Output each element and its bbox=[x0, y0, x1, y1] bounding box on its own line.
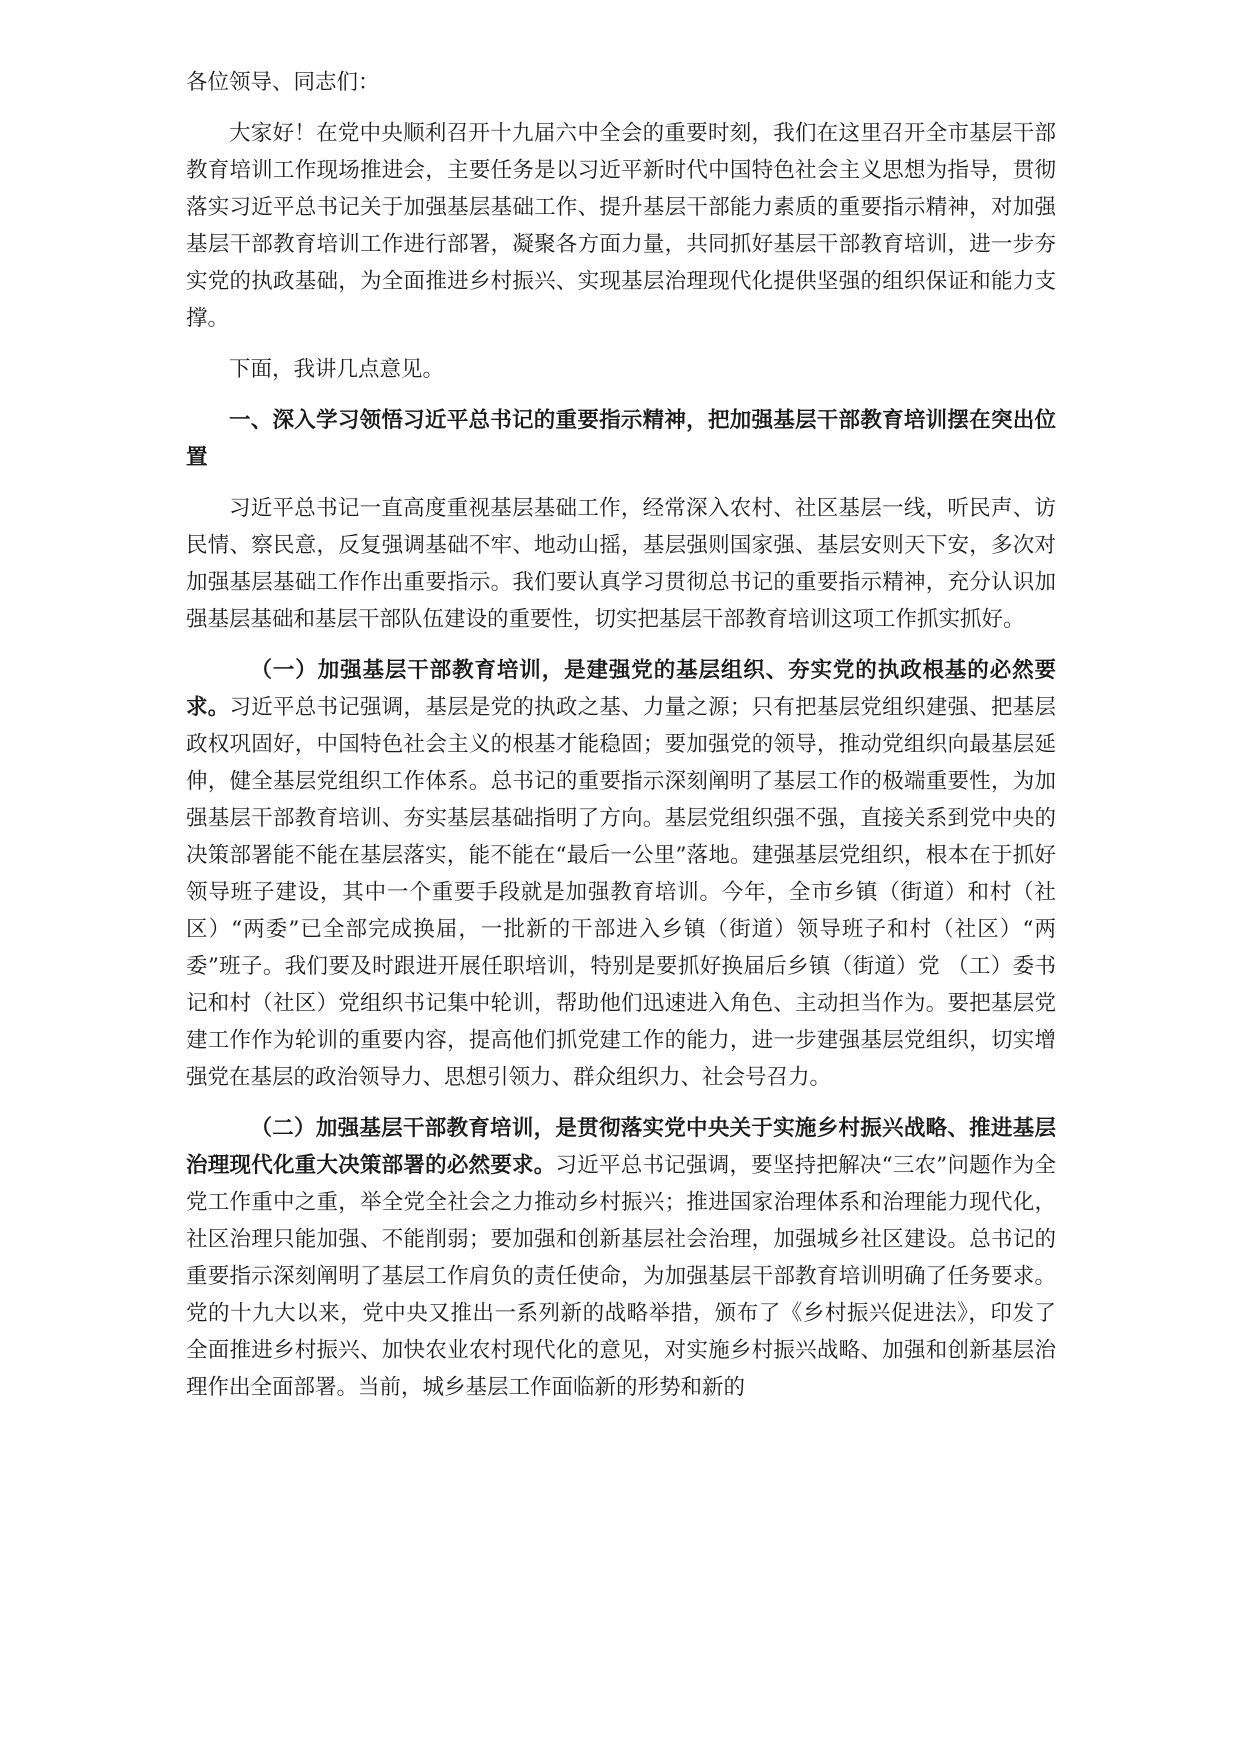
section-heading-1: 一、深入学习领悟习近平总书记的重要指示精神，把加强基层干部教育培训摆在突出位置 bbox=[186, 408, 1056, 470]
transition-paragraph: 下面，我讲几点意见。 bbox=[229, 357, 445, 382]
salutation: 各位领导、同志们： bbox=[186, 70, 380, 95]
subsection-2-lead: （二）加强基层干部教育培训，是贯彻落实党中央关于实施乡村振兴战略、推进基层治理现代化重大决策部署的必然要求。 bbox=[186, 1116, 1056, 1178]
subsection-2 bbox=[186, 1110, 1056, 1406]
subsection-1-body: 习近平总书记强调，基层是党的执政之基、力量之源；只有把基层党组织建强、把基层政权巩固好，中国特色社会主义的根基才能稳固；要加强党的领导，推动党组织向最基层延伸，健全基层党组织工作体系。总书记的重要指示深刻阐明了基层工作的极端重要性，为加强基层干部教育培训、夯实基层基础指明了方向。基层党组织强不强，直接关系到党中央的决策部署能不能在基层落实，能不能在“最后一公里”落地。建强基层党组织，根本在于抓好领导班子建设，其中一个重要手段就是加强教育培训。今年，全市乡镇（街道）和村（社区）“两委”已全部完成换届，一批新的干部进入乡镇（街道）领导班子和村（社区）“两委”班子。我们要及时跟进开展任职培训，特别是要抓好换届后乡镇（街道）党 （工）委书记和村（社区）党组织书记集中轮训，帮助他们迅速进入角色、主动担当作为。要把基层党建工作作为轮训的重要内容，提高他们抓党建工作的能力，进一步建强基层党组织，切实增强党在基层的政治领导力、思想引领力、群众组织力、社会号召力。 bbox=[186, 695, 1056, 1090]
intro-paragraph: 大家好！在党中央顺利召开十九届六中全会的重要时刻，我们在这里召开全市基层干部教育培训工作现场推进会，主要任务是以习近平新时代中国特色社会主义思想为指导，贯彻落实习近平总书记关于加强基层基础工作、提升基层干部能力素质的重要指示精神，对加强基层干部教育培训工作进行部署，凝聚各方面力量，共同抓好基层干部教育培训，进一步夯实党的执政基础，为全面推进乡村振兴、实现基层治理现代化提供坚强的组织保证和能力支撑。 bbox=[186, 121, 1056, 331]
subsection-1 bbox=[186, 652, 1056, 1096]
section-body-1: 习近平总书记一直高度重视基层基础工作，经常深入农村、社区基层一线，听民声、访民情、察民意，反复强调基础不牢、地动山摇，基层强则国家强、基层安则天下安，多次对加强基层基础工作作出重要指示。我们要认真学习贯彻总书记的重要指示精神，充分认识加强基层基础和基层干部队伍建设的重要性，切实把基层干部教育培训这项工作抓实抓好。 bbox=[186, 496, 1056, 632]
document-page bbox=[186, 64, 1056, 1420]
subsection-1-lead: （一）加强基层干部教育培训，是建强党的基层组织、夯实党的执政根基的必然要求。 bbox=[186, 658, 1056, 720]
subsection-2-body: 习近平总书记强调，要坚持把解决“三农”问题作为全党工作重中之重，举全党全社会之力推动乡村振兴；推进国家治理体系和治理能力现代化，社区治理只能加强、不能削弱；要加强和创新基层社会治理，加强城乡社区建设。总书记的重要指示深刻阐明了基层工作肩负的责任使命，为加强基层干部教育培训明确了任务要求。党的十九大以来，党中央又推出一系列新的战略举措，颁布了《乡村振兴促进法》，印发了全面推进乡村振兴、加快农业农村现代化的意见，对实施乡村振兴战略、加强和创新基层治理作出全面部署。当前，城乡基层工作面临新的形势和新的 bbox=[186, 1153, 1056, 1400]
